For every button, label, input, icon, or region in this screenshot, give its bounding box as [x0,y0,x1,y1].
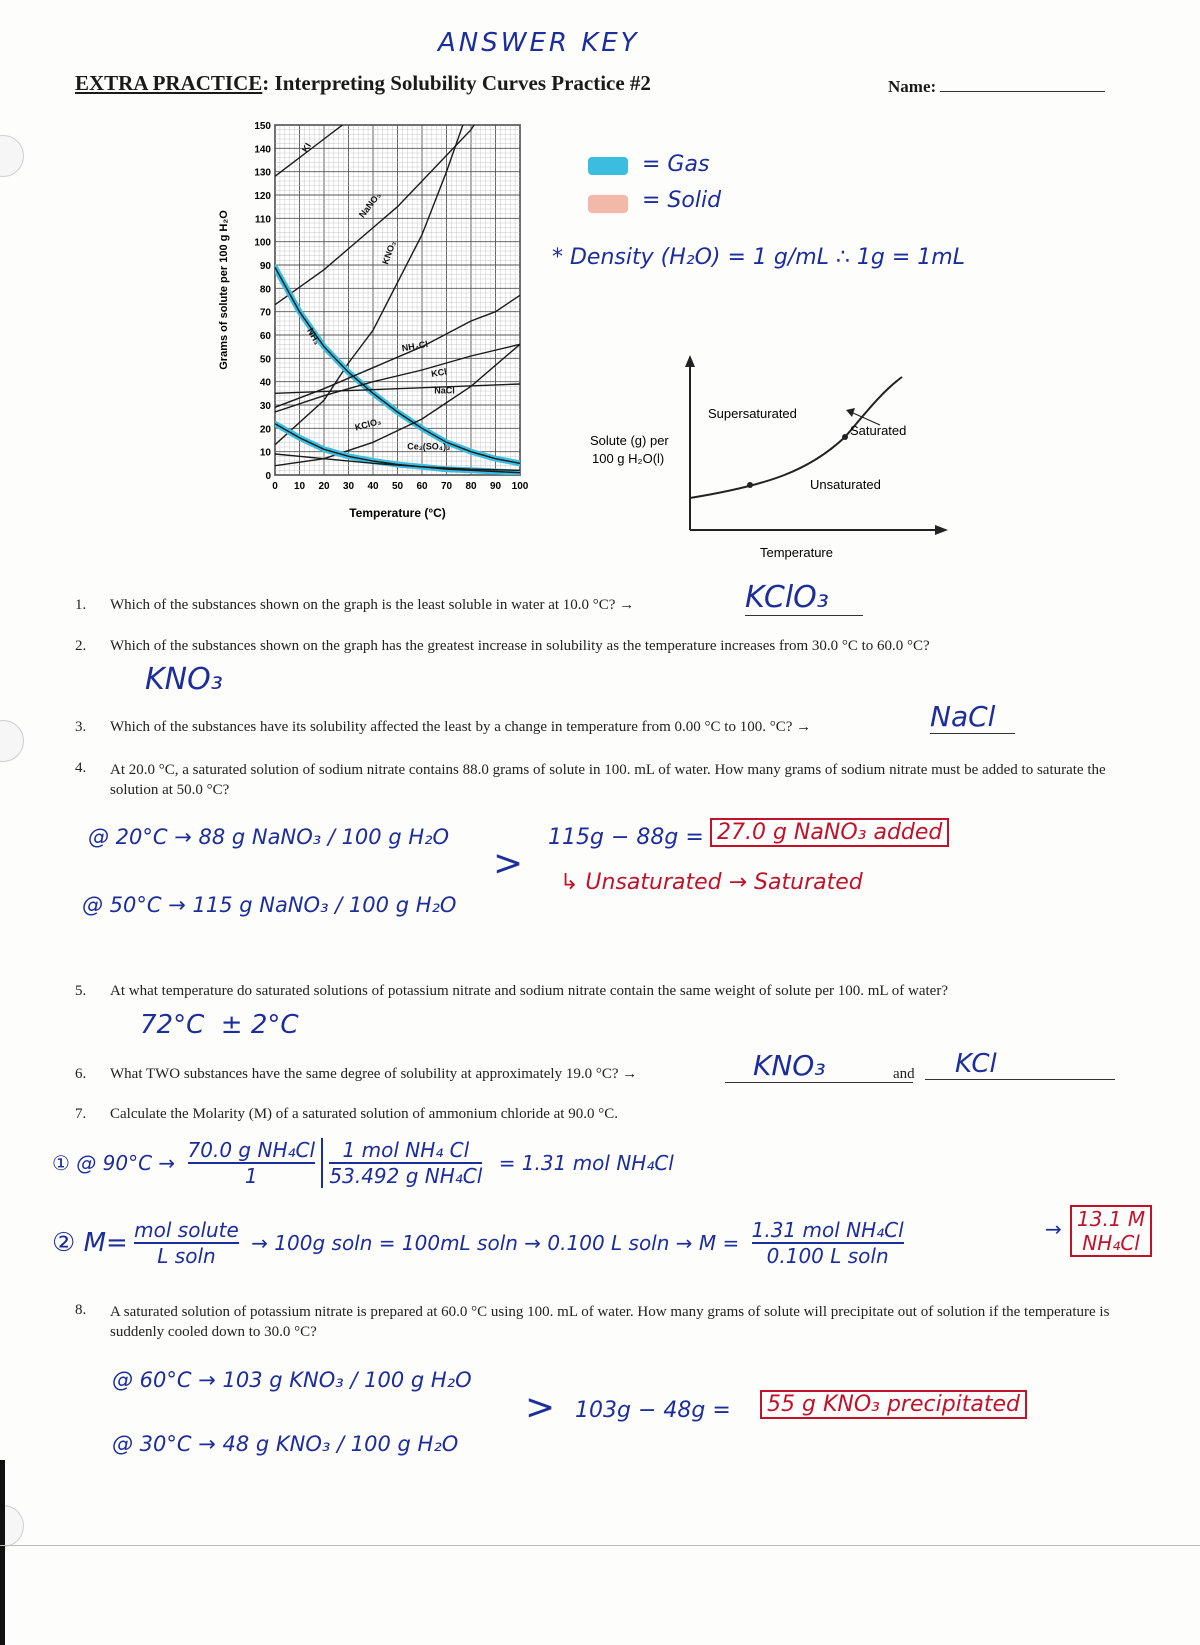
q7-step-1 [52,1138,1052,1188]
question-2-text: Which of the substances shown on the graph has the greatest increase in solubility as the temperature increases from 30.0 °C to 60.0 °C? [110,638,930,654]
q8-work-line-2: @ 30°C → 48 g KNO₃ / 100 g H₂O [112,1432,459,1456]
q4-calc: 115g − 88g = [548,825,704,850]
q7-final-den: 0.100 L soln [766,1244,889,1268]
question-number: 1. [75,597,87,613]
x-tick-label: 30 [342,481,355,492]
x-tick-label: 50 [391,481,404,492]
answer-2: KNO₃ [145,662,223,697]
question-7-text: Calculate the Molarity (M) of a saturated solution of ammonium chloride at 90.0 °C. [110,1106,618,1122]
x-tick-label: 70 [440,481,453,492]
answer-3: NaCl [930,700,1015,734]
y-tick-label: 40 [259,377,271,389]
y-tick-label: 30 [259,401,271,412]
q7-answer-line-2: NH₄Cl [1082,1231,1140,1255]
title-text: : Interpreting Solubility Curves Practice #2 [262,71,651,95]
question-number: 2. [75,638,87,654]
question-number: 4. [75,760,87,776]
name-blank[interactable] [940,91,1105,92]
series-label: NaNO₃ [356,190,383,220]
density-note: * Density (H₂O) = 1 g/mL ∴ 1g = 1mL [552,245,965,270]
q4-work-line-2: @ 50°C → 115 g NaNO₃ / 100 g H₂O [82,893,457,917]
series-label: KI [299,141,314,154]
answer-6-first: KNO₃ [725,1049,913,1083]
q7-step-2 [52,1218,1052,1268]
y-tick-label: 0 [265,471,271,482]
y-tick-label: 90 [259,261,271,272]
question-number: 7. [75,1106,87,1122]
series-label: KClO₃ [353,416,383,433]
page-divider [0,1545,1200,1546]
solid-swatch [588,195,628,213]
q7-final-num: 1.31 mol NH₄Cl [751,1218,904,1242]
x-axis-label: Temperature (°C) [349,506,446,520]
x-tick-label: 40 [367,481,379,492]
q7-step-1-label: ① @ 90°C → [52,1151,176,1175]
question-3-text: Which of the substances have its solubility affected the least by a change in temperature from 0.00 °C to 100. °C? → [110,719,812,735]
question-number: 5. [75,983,87,999]
y-tick-label: 60 [259,331,271,342]
q7-fraction-2-den: 53.492 g NH₄Cl [329,1164,483,1188]
x-tick-label: 80 [465,481,477,492]
name-label: Name: [888,77,937,96]
q4-brace: > [493,843,524,884]
q7-final-fraction [752,1218,904,1268]
y-tick-label: 100 [254,237,271,249]
x-tick-label: 0 [272,481,278,492]
q7-answer [1070,1205,1152,1257]
punch-hole [0,135,24,177]
q7-fraction-1-den: 1 [244,1164,258,1188]
y-tick-label: 150 [254,121,271,132]
y-axis-label: Grams of solute per 100 g H₂O [218,210,230,370]
series-label: NH₄Cl [401,338,429,354]
q4-work-line-1: @ 20°C → 88 g NaNO₃ / 100 g H₂O [88,825,450,849]
q8-brace: > [525,1387,556,1428]
gas-legend-label: = Gas [642,152,710,177]
y-tick-label: 140 [254,144,271,156]
q7-fraction-1-num: 70.0 g NH₄Cl [187,1138,316,1162]
question-1-text: Which of the substances shown on the graph is the least soluble in water at 10.0 °C? → [110,597,635,613]
series-label: KCl [430,366,448,379]
question-5-text: At what temperature do saturated solutions of potassium nitrate and sodium nitrate contain the same weight of solute per 100. mL of water? [110,983,948,999]
saturation-concept-graph [580,355,960,565]
gas-swatch [588,157,628,175]
q7-formula-num: mol solute [134,1218,239,1242]
page-title [75,71,651,96]
name-field[interactable] [888,77,1105,97]
supersaturated-label: Supersaturated [708,406,797,421]
y-tick-label: 110 [254,214,271,226]
series-label: Ce₂(SO₄)₃ [407,441,451,452]
concept-x-label: Temperature [760,545,833,560]
q7-step-2-label: ② M= [52,1228,128,1258]
q4-note: ↳ Unsaturated → Saturated [560,870,863,895]
y-tick-label: 70 [259,307,271,319]
q7-fraction-2-num: 1 mol NH₄ Cl [329,1138,482,1164]
unsaturated-label: Unsaturated [810,477,881,492]
answer-5: 72°C ± 2°C [140,1010,299,1040]
answer-6-second: KCl [925,1049,1115,1080]
q7-step-1-result: = 1.31 mol NH₄Cl [498,1151,674,1175]
concept-y-label-1: Solute (g) per [590,433,669,448]
punch-hole [0,720,24,762]
question-6-text: What TWO substances have the same degree of solubility at approximately 19.0 °C? → [110,1066,638,1082]
question-4-text: At 20.0 °C, a saturated solution of sodium nitrate contains 88.0 grams of solute in 100. mL of water. How many grams of sodium nitrate must be added to saturate the solution at 50.0 °C? [110,762,1106,798]
answer-key-label: ANSWER KEY [438,28,640,58]
y-tick-label: 50 [259,354,271,366]
answer-6-and: and [893,1066,915,1082]
q7-answer-line-1: 13.1 M [1077,1207,1146,1231]
saturated-label: Saturated [850,423,907,438]
q7-molarity-formula [134,1218,239,1268]
q7-fraction-2 [321,1138,482,1188]
question-8-text: A saturated solution of potassium nitrate is prepared at 60.0 °C using 100. mL of water. How many grams of solute will precipitate out of solution if the temperature is suddenly cooled down to 30.0 °C? [110,1304,1110,1340]
solid-legend-label: = Solid [642,188,722,213]
series-label: KNO₃ [380,239,398,266]
scan-edge [0,1460,5,1645]
x-tick-label: 100 [511,481,529,492]
q8-calc: 103g − 48g = [575,1398,731,1423]
q7-formula-den: L soln [157,1244,216,1268]
x-tick-label: 10 [293,481,306,492]
solubility-chart [195,115,555,555]
y-tick-label: 10 [259,447,271,459]
y-tick-label: 120 [254,191,271,202]
q8-answer: 55 g KNO₃ precipitated [760,1390,1027,1419]
y-tick-label: 130 [254,167,271,179]
x-tick-label: 90 [489,481,502,492]
q7-fraction-1 [188,1138,315,1188]
x-tick-label: 20 [318,481,330,492]
q7-answer-arrow: → [1045,1217,1062,1241]
concept-y-label-2: 100 g H₂O(l) [592,451,665,466]
q7-step-2-conversion: → 100g soln = 100mL soln → 0.100 L soln → M = [251,1231,740,1255]
q4-answer: 27.0 g NaNO₃ added [710,818,949,847]
question-number: 6. [75,1066,87,1082]
title-prefix: EXTRA PRACTICE [75,71,263,95]
question-number: 3. [75,719,87,735]
question-number: 8. [75,1302,87,1318]
series-label: NaCl [434,385,455,396]
q8-work-line-1: @ 60°C → 103 g KNO₃ / 100 g H₂O [112,1368,472,1392]
answer-1: KClO₃ [745,580,863,616]
y-tick-label: 20 [259,424,271,436]
x-tick-label: 60 [416,481,428,492]
series-label: NH₃ [305,326,323,347]
y-tick-label: 80 [259,284,271,296]
